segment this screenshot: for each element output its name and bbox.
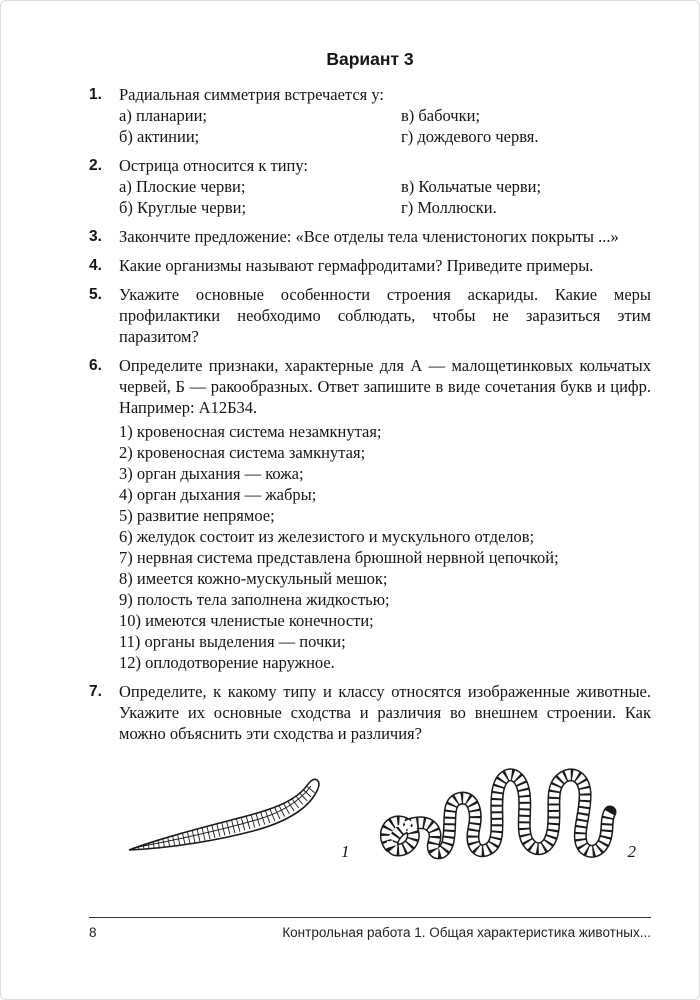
criterion-item-2: 2) кровеносная система замкнутая;: [119, 443, 366, 462]
figure-1-label: 1: [341, 842, 350, 861]
question-3-body: [119, 226, 651, 247]
question-6-text: Определите признаки, характерные для А — малощетинковых кольчатых червей, Б — ракообразных. Ответ запишите в виде сочетания букв и цифр. Например: А12Б34.: [119, 356, 651, 417]
question-7: [89, 681, 651, 860]
running-title: Контрольная работа 1. Общая характеристика животных...: [282, 925, 651, 940]
criterion-item-12: 12) оплодотворение наружное.: [119, 653, 335, 672]
option-g: г) Моллюски.: [400, 198, 497, 217]
question-2-text: Острица относится к типу:: [119, 156, 308, 175]
figures-row: [119, 758, 651, 860]
option-v: в) бабочки;: [400, 106, 481, 125]
question-1-number: 1.: [89, 86, 102, 103]
question-1-text: Радиальная симметрия встречается у:: [119, 85, 384, 104]
question-1: [89, 84, 651, 147]
criterion-item-5: 5) развитие непрямое;: [119, 506, 275, 525]
figure-1: [121, 768, 350, 860]
question-4-body: [119, 255, 651, 276]
criterion-item-4: 4) орган дыхания — жабры;: [119, 485, 317, 504]
figure-2: [380, 758, 637, 860]
question-5-body: [119, 284, 651, 347]
question-5: [89, 284, 651, 347]
question-2-body: [119, 155, 651, 218]
question-3-number: 3.: [89, 228, 102, 245]
option-g: г) дождевого червя.: [400, 127, 539, 146]
page-title: Вариант 3: [326, 49, 414, 69]
question-7-text: Определите, к какому типу и классу относятся изображенные животные. Укажите их основные сходства и различия во внешнем строении. Как можно объяснить эти сходства и различия?: [119, 682, 651, 743]
option-b: б) актинии;: [119, 127, 200, 146]
planarian-illustration: [121, 768, 333, 860]
criteria-list: [119, 421, 651, 673]
criterion-item-7: 7) нервная система представлена брюшной нервной цепочкой;: [119, 548, 559, 567]
earthworm-illustration: [380, 758, 620, 860]
question-3-text: Закончите предложение: «Все отделы тела членистоногих покрыты ...»: [119, 227, 619, 246]
criterion-item-10: 10) имеются членистые конечности;: [119, 611, 374, 630]
criterion-item-3: 3) орган дыхания — кожа;: [119, 464, 304, 483]
question-2: [89, 155, 651, 218]
criterion-item-8: 8) имеется кожно-мускульный мешок;: [119, 569, 388, 588]
question-1-body: [119, 84, 651, 147]
question-6-body: [119, 355, 651, 673]
criterion-item-9: 9) полость тела заполнена жидкостью;: [119, 590, 390, 609]
criterion-item-6: 6) желудок состоит из железистого и мускульного отделов;: [119, 527, 535, 546]
option-a: а) Плоские черви;: [119, 177, 246, 196]
question-5-number: 5.: [89, 286, 102, 303]
question-4: [89, 255, 651, 276]
question-1-options: [119, 105, 651, 147]
criterion-item-1: 1) кровеносная система незамкнутая;: [119, 422, 382, 441]
question-4-text: Какие организмы называют гермафродитами? Приведите примеры.: [119, 256, 594, 275]
option-v: в) Кольчатые черви;: [400, 177, 542, 196]
option-a: а) планарии;: [119, 106, 207, 125]
page-number: 8: [89, 925, 97, 940]
question-2-options: [119, 176, 651, 218]
figure-2-label: 2: [627, 842, 636, 861]
question-4-number: 4.: [89, 257, 102, 274]
question-7-number: 7.: [89, 683, 102, 700]
page-footer: [89, 917, 651, 940]
option-b: б) Круглые черви;: [119, 198, 247, 217]
question-3: [89, 226, 651, 247]
question-7-body: [119, 681, 651, 860]
criterion-item-11: 11) органы выделения — почки;: [119, 632, 346, 651]
question-5-text: Укажите основные особенности строения аскариды. Какие меры профилактики необходимо соблюдать, чтобы не заразиться этим паразитом?: [119, 285, 651, 346]
question-6-number: 6.: [89, 357, 102, 374]
question-6: [89, 355, 651, 673]
question-2-number: 2.: [89, 157, 102, 174]
